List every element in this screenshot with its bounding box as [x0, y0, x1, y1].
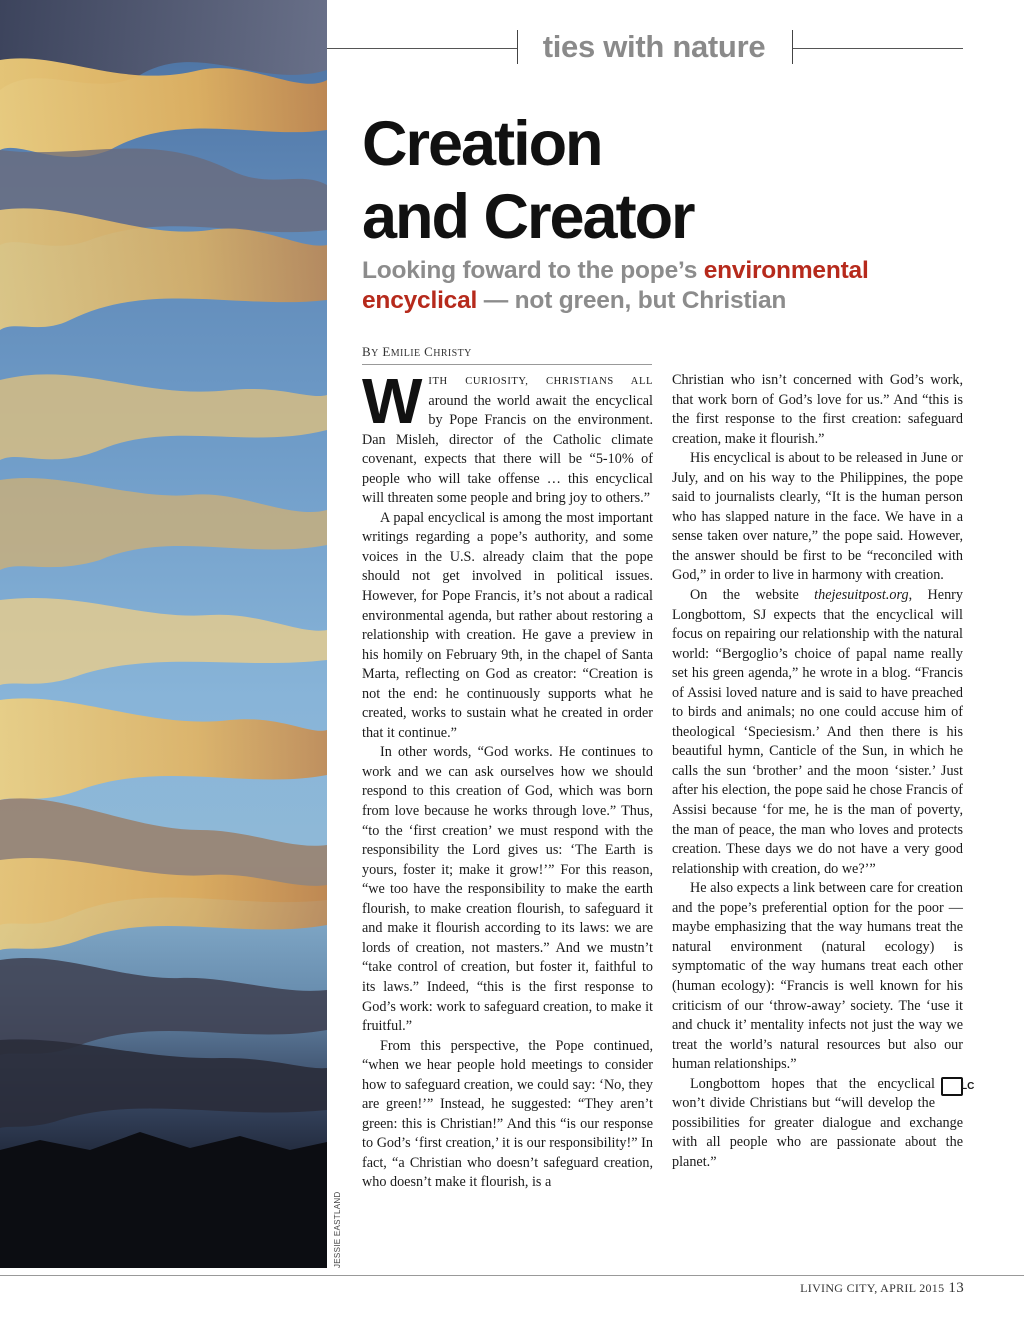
- publication-name: LIVING CITY, APRIL 2015: [800, 1281, 945, 1295]
- byline-prefix-cap: B: [362, 344, 372, 359]
- article-title: [362, 108, 962, 254]
- page-number: 13: [948, 1280, 964, 1296]
- title-line-2: and Creator: [362, 182, 694, 252]
- drop-cap: W: [362, 365, 423, 437]
- article-column-2: [672, 371, 975, 1172]
- subtitle-highlight-2: encyclical: [362, 287, 478, 314]
- paragraph-2: A papal encyclical is among the most important writings regarding a pope’s authority, and some voices in the U.S. already claim that the pope should not get involved in political issues. However, for Pope Francis, it’s not about a radical environmental agenda, but rather about restoring a relationship with creation. He gave a preview in his homily on February 9th, in the chapel of Santa Marta, reflecting on God as creator: “Creation is not the end: he continuously supports what he created, works to sustain what he created in order that it continue.”: [362, 509, 653, 741]
- sky-cloud-photo: [0, 0, 327, 1268]
- title-line-1: Creation: [362, 109, 602, 179]
- byline: [362, 344, 652, 365]
- cloud-illustration: [0, 0, 327, 1268]
- footer-rule: [0, 1275, 1024, 1276]
- website-link[interactable]: thejesuitpost.org: [814, 587, 909, 604]
- end-mark-logo: LC: [941, 1077, 963, 1096]
- byline-first-rest: MILIE: [390, 348, 421, 359]
- byline-last-cap: C: [424, 344, 434, 359]
- paragraph-8-text: Longbottom hopes that the encyclical won’t divide Christians but “will develop the possibilities for greater dialogue and exchange with all people who are passionate about the planet.”: [672, 1075, 963, 1170]
- photo-credit: JESSIE EASTLAND: [333, 1191, 342, 1268]
- section-label: ties with nature: [542, 29, 766, 64]
- paragraph-6-b: , Henry Longbottom, SJ expects that the encyclical will focus on repairing our relationship with the natural world: “Bergoglio’s choice of papal name really set his green agenda,” he wrote in a blog. “Francis of Assisi loved nature and is said to have preached to birds and animals; no one could accuse him of theological ‘Speciesism.’ And then there is his beautiful hymn, Canticle of the Sun, in which he calls the sun ‘brother’ and the moon ‘sister.’ Just after his election, the pope said he chose Francis of Assisi because ‘for me, he is the man of poverty, the man of peace, the man who loves and protects creation. These days we do not have a very good relationship with creation, do we?’”: [672, 587, 963, 877]
- paragraph-3: In other words, “God works. He continues to work and we can ask ourselves how we should respond to this creation of God, which was born from love because he works through love.” Thus, “to the ‘first creation’ we must respond with the responsibility the Lord gives us: ‘The Earth is yours, foster it; make it grow!’” For this reason, “we too have the responsibility to make the earth flourish, to make creation flourish, to safeguard it and make it flourish according to its laws: we are lords of creation, not masters.” And we mustn’t “take control of creation, but foster it, faithful to its laws.” Indeed, “this is the first response to God’s work: work to safeguard creation, to make it fruitful.”: [362, 744, 653, 1035]
- subtitle-highlight-1: environmental: [703, 257, 869, 284]
- paragraph-6: [672, 586, 963, 879]
- paragraph-1: [362, 365, 653, 509]
- folio: [800, 1280, 964, 1297]
- byline-first-cap: E: [382, 344, 391, 359]
- paragraph-6-a: On the website: [690, 587, 815, 604]
- subtitle-part-2: — not green, but Christian: [477, 287, 787, 314]
- paragraph-4: From this perspective, the Pope continued, “when we hear people hold meetings to consider how to safeguard creation, we could say: ‘No, they are green!’” Instead, he suggested: “They aren’t green: this is Christian!” And this “is our response to God’s ‘first creation,’ it is our responsibility!” In fact, “a Christian who doesn’t safeguard creation, who doesn’t make it flourish, is a: [362, 1037, 653, 1191]
- article-subtitle: [362, 256, 972, 316]
- byline-prefix-rest: Y: [371, 348, 379, 359]
- article-column-1: [362, 365, 653, 1193]
- paragraph-4-continued: Christian who isn’t concerned with God’s work, that work born of God’s love for us.” And “this is the first response to the first creation: safeguard creation, make it flourish.”: [672, 372, 963, 447]
- lead-in-caps: ITH CURIOSITY, CHRISTIANS ALL: [428, 376, 653, 387]
- byline-last-rest: HRISTY: [433, 348, 472, 359]
- subtitle-part-1: Looking foward to the pope’s: [362, 257, 704, 284]
- paragraph-8: [672, 1075, 975, 1173]
- paragraph-7: He also expects a link between care for creation and the pope’s preferential option for the poor — maybe emphasizing that the way humans treat the natural environment (natural ecology) is symptomatic of the way humans treat each other (human ecology): “Francis is well known for his criticism of our ‘throw-away’ society. The ‘use it and chuck it’ mentality infects not just the way we treat the world’s natural resources but also our human relationships.”: [672, 880, 963, 1073]
- paragraph-5: His encyclical is about to be released in June or July, and on his way to the Philippines, the pope said to journalists clearly, “It is the human person who has slapped nature in the face. We have in a sense taken over nature,” the pope said. However, the answer should be first to be “reconciled with God,” in order to live in harmony with creation.: [672, 450, 963, 584]
- paragraph-1-text: around the world await the encyclical by Pope Francis on the environment. Dan Misleh, director of the Catholic climate covenant, expects that there will be “5-10% of people who will take offense … this encyclical will threaten some people and bring joy to others.”: [362, 392, 653, 507]
